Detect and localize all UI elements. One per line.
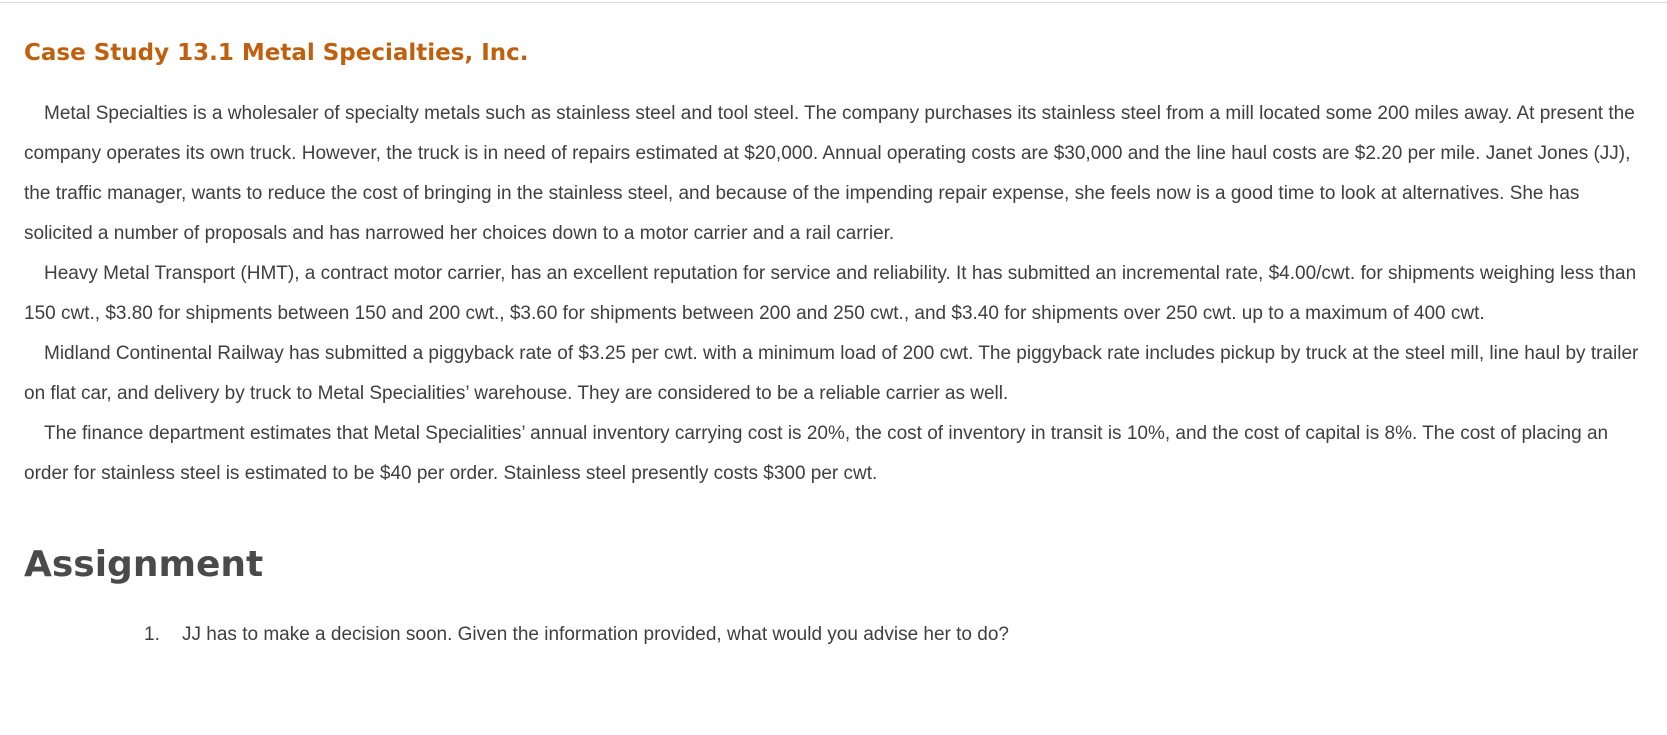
assignment-question-list [24,620,1644,650]
top-divider [0,2,1667,3]
paragraph-motor-carrier: Heavy Metal Transport (HMT), a contract motor carrier, has an excellent reputation for service and reliability. It has submitted an incremental rate, $4.00/cwt. for shipments weighing less than 150 cwt., $3.80 for shipments between 150 and 200 cwt., $3.60 for shipments between 200 and 250 cwt., and $3.40 for shipments over 250 cwt. up to a maximum of 400 cwt. [24,263,1637,324]
paragraph-finance: The finance department estimates that Metal Specialities’ annual inventory carrying cost is 20%, the cost of inventory in transit is 10%, and the cost of capital is 8%. The cost of placing an order for stainless steel is estimated to be $40 per order. Stainless steel presently costs $300 per cwt. [24,423,1609,484]
paragraph-intro: Metal Specialties is a wholesaler of specialty metals such as stainless steel and tool steel. The company purchases its stainless steel from a mill located some 200 miles away. At present the company operates its own truck. However, the truck is in need of repairs estimated at $20,000. Annual operating costs are $30,000 and the line haul costs are $2.20 per mile. Janet Jones (JJ), the traffic manager, wants to reduce the cost of bringing in the stainless steel, and because of the impending repair expense, she feels now is a good time to look at alternatives. She has solicited a number of proposals and has narrowed her choices down to a motor carrier and a rail carrier. [24,103,1635,244]
question-text: JJ has to make a decision soon. Given the information provided, what would you advise her to do? [182,624,1009,645]
assignment-heading: Assignment [24,544,264,585]
case-study-title: Case Study 13.1 Metal Specialties, Inc. [24,40,529,66]
case-study-body [24,94,1644,494]
paragraph-rail-carrier: Midland Continental Railway has submitted a piggyback rate of $3.25 per cwt. with a minimum load of 200 cwt. The piggyback rate includes pickup by truck at the steel mill, line haul by trailer on flat car, and delivery by truck to Metal Specialities’ warehouse. They are considered to be a reliable carrier as well. [24,343,1639,404]
case-study-content [24,38,1644,650]
question-number: 1. [144,624,160,645]
list-item [144,620,1644,650]
